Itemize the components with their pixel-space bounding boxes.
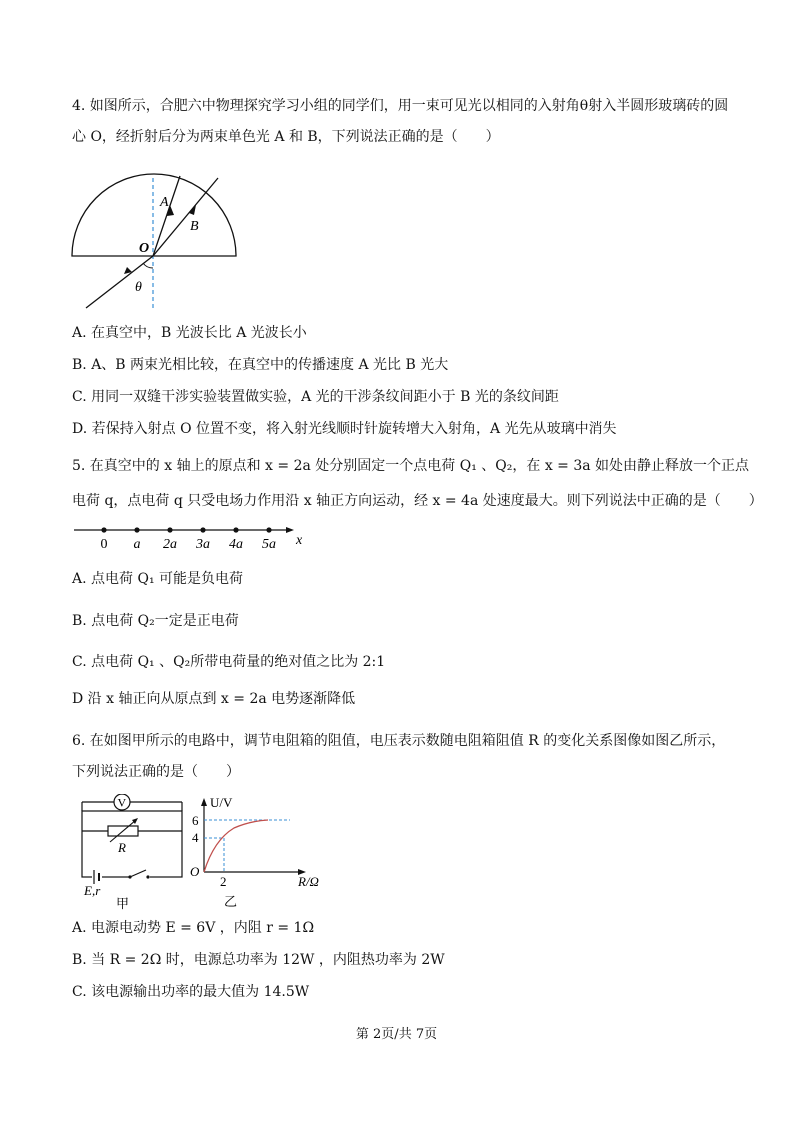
q6-u-r-graph <box>188 794 338 910</box>
graph-y-arrow-icon <box>201 798 207 806</box>
x-axis-arrow-icon <box>286 527 294 533</box>
q4-option-a: A. 在真空中，B 光波长比 A 光波长小 <box>72 325 307 341</box>
q4-option-d: D. 若保持入射点 O 位置不变，将入射光线顺时针旋转增大入射角，A 光先从玻璃中消失 <box>72 421 617 437</box>
graph-xlabel: R/Ω <box>298 874 319 889</box>
q4-stem-line1: 4. 如图所示，合肥六中物理探究学习小组的同学们，用一束可见光以相同的入射角θ射入半圆形玻璃砖的圆 <box>72 98 729 114</box>
x-axis-label: x <box>296 533 303 548</box>
graph-ylabel: U/V <box>210 795 233 810</box>
label-O: O <box>139 241 150 256</box>
resistor-label: R <box>118 840 126 855</box>
axis-point-3 <box>200 527 205 532</box>
axis-tick-label-4: 4a <box>229 537 243 552</box>
switch-icon <box>146 875 149 878</box>
label-theta: θ <box>135 280 142 295</box>
q6-option-c: C. 该电源输出功率的最大值为 14.5W <box>72 984 310 1000</box>
circuit-caption: 甲 <box>116 896 130 910</box>
q5-stem-line1: 5. 在真空中的 x 轴上的原点和 x = 2a 处分别固定一个点电荷 Q₁ 、Q₂，在 x = 3a 如处由静止释放一个正点 <box>72 458 750 474</box>
axis-point-2 <box>167 527 172 532</box>
q4-semicircle-figure <box>68 168 240 310</box>
circuit-loop <box>82 811 182 877</box>
axis-tick-label-5: 5a <box>262 537 276 552</box>
q6-option-a: A. 电源电动势 E = 6V ，内阻 r = 1Ω <box>72 920 315 936</box>
axis-tick-label-0: 0 <box>100 537 108 552</box>
q5-option-c: C. 点电荷 Q₁ 、Q₂所带电荷量的绝对值之比为 2:1 <box>72 654 386 670</box>
q5-option-a: A. 点电荷 Q₁ 可能是负电荷 <box>72 571 244 587</box>
q6-stem-line1: 6. 在如图甲所示的电路中，调节电阻箱的阻值，电压表示数随电阻箱阻值 R 的变化关系图像如图乙所示， <box>72 733 726 749</box>
q4-stem-line2: 心 O，经折射后分为两束单色光 A 和 B，下列说法正确的是（ ） <box>72 129 500 145</box>
q4-option-b: B. A、B 两束光相比较，在真空中的传播速度 A 光比 B 光大 <box>72 357 449 373</box>
q5-x-axis-figure <box>72 520 312 552</box>
axis-tick-label-2: 2a <box>163 537 177 552</box>
graph-tick-4: 4 <box>192 830 199 845</box>
axis-point-0 <box>101 527 106 532</box>
q6-stem-line2: 下列说法正确的是（ ） <box>72 764 240 780</box>
graph-tick-6: 6 <box>192 813 199 828</box>
ray-B-arrow-icon <box>189 205 196 215</box>
q5-option-d: D 沿 x 轴正向从原点到 x = 2a 电势逐渐降低 <box>72 691 356 707</box>
q6-circuit-figure <box>72 794 192 910</box>
ray-A <box>153 176 180 256</box>
u-r-curve <box>204 820 268 872</box>
axis-tick-label-1: a <box>133 537 141 552</box>
graph-origin: O <box>190 864 200 879</box>
axis-point-4 <box>233 527 238 532</box>
label-B: B <box>190 219 199 234</box>
axis-point-5 <box>266 527 271 532</box>
incident-ray <box>86 256 153 308</box>
voltmeter-label: V <box>117 795 127 810</box>
theta-arc <box>143 263 153 268</box>
ray-B <box>153 178 218 256</box>
q5-option-b: B. 点电荷 Q₂一定是正电荷 <box>72 613 239 629</box>
q6-option-b: B. 当 R = 2Ω 时，电源总功率为 12W ，内阻热功率为 2W <box>72 952 445 968</box>
q5-stem-line2: 电荷 q，点电荷 q 只受电场力作用沿 x 轴正方向运动，经 x = 4a 处速度最大。则下列说法中正确的是（ ） <box>72 493 763 509</box>
axis-tick-label-3: 3a <box>196 537 210 552</box>
page-footer: 第 2页/共 7页 <box>355 1027 438 1042</box>
graph-caption: 乙 <box>224 894 238 909</box>
label-A: A <box>160 195 169 210</box>
source-label: E,r <box>84 883 101 898</box>
q4-option-c: C. 用同一双缝干涉实验装置做实验，A 光的干涉条纹间距小于 B 光的条纹间距 <box>72 389 559 405</box>
axis-point-1 <box>134 527 139 532</box>
graph-tick-x2: 2 <box>220 874 227 889</box>
